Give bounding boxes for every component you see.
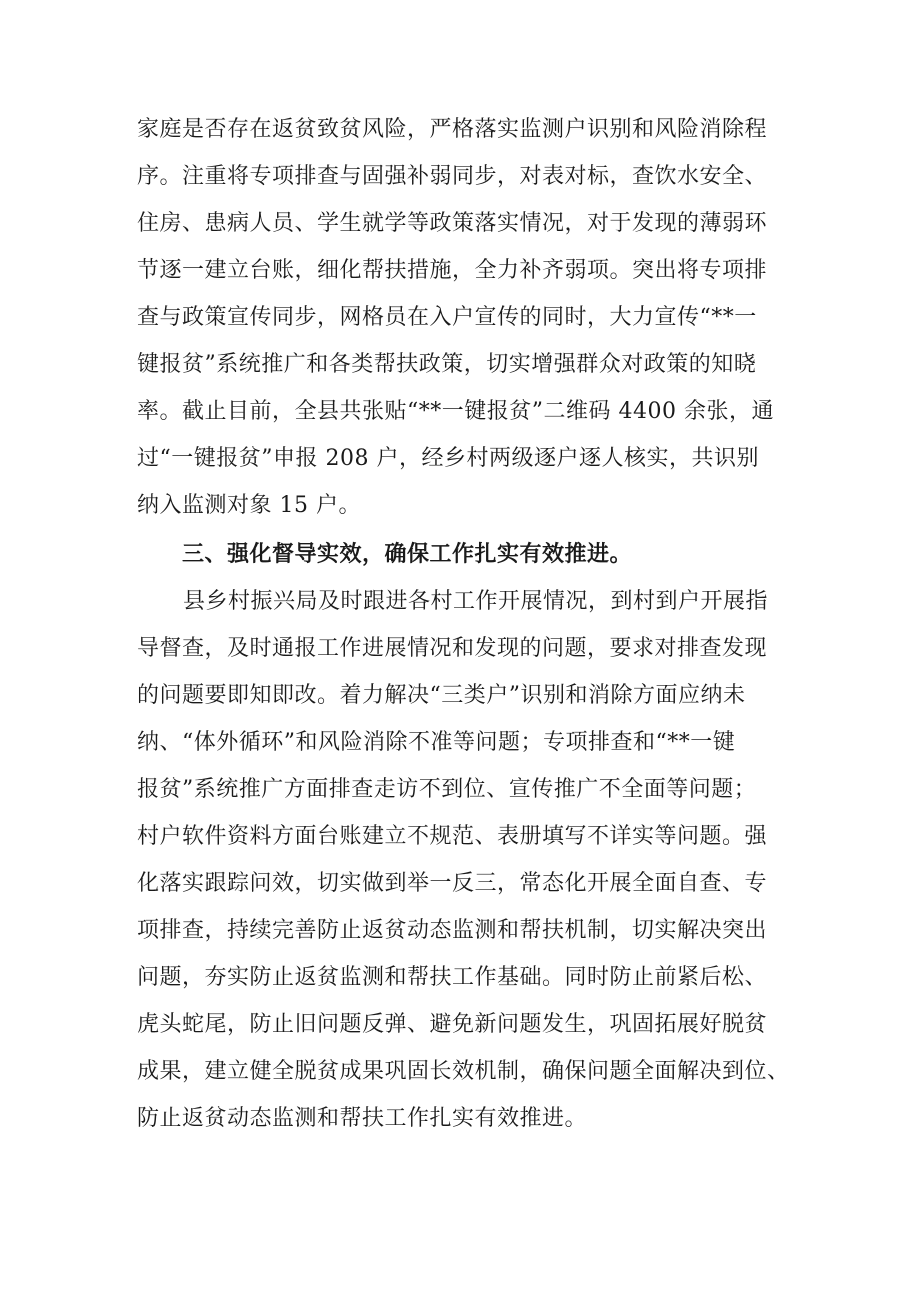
paragraph-1-line: 过“一键报贫”申报 208 户，经乡村两级逐户逐人核实，共识别 (137, 446, 759, 471)
paragraph-2-line: 防止返贫动态监测和帮扶工作扎实有效推进。 (137, 1106, 588, 1131)
paragraph-2-line: 报贫”系统推广方面排查走访不到位、宣传推广不全面等问题； (137, 777, 757, 802)
section-heading: 三、强化督导实效，确保工作扎实有效推进。 (182, 542, 633, 567)
paragraph-2-line: 虎头蛇尾，防止旧问题反弹、避免新问题发生，巩固拓展好脱贫 (137, 1012, 768, 1037)
paragraph-2-line: 的问题要即知即改。着力解决“三类户”识别和消除方面应纳未 (137, 683, 746, 708)
paragraph-2-line: 项排查，持续完善防止返贫动态监测和帮扶机制，切实解决突出 (137, 918, 768, 943)
paragraph-2-line: 纳、“体外循环”和风险消除不准等问题；专项排查和“**一键 (137, 730, 736, 755)
paragraph-2-line: 化落实跟踪问效，切实做到举一反三，常态化开展全面自查、专 (137, 871, 768, 896)
paragraph-1-line: 纳入监测对象 15 户。 (137, 493, 361, 518)
paragraph-1-line: 住房、患病人员、学生就学等政策落实情况，对于发现的薄弱环 (137, 211, 768, 236)
paragraph-2-line: 成果，建立健全脱贫成果巩固长效机制，确保问题全面解决到位、 (137, 1059, 790, 1084)
paragraph-2-line: 县乡村振兴局及时跟进各村工作开展情况，到村到户开展指 (183, 589, 769, 614)
paragraph-1-line: 键报贫”系统推广和各类帮扶政策，切实增强群众对政策的知晓 (137, 352, 757, 377)
paragraph-1-line: 序。注重将专项排查与固强补弱同步，对表对标，查饮水安全、 (137, 164, 768, 189)
paragraph-2-line: 问题，夯实防止返贫监测和帮扶工作基础。同时防止前紧后松、 (137, 965, 768, 990)
paragraph-1-line: 节逐一建立台账，细化帮扶措施，全力补齐弱项。突出将专项排 (137, 258, 768, 283)
paragraph-1-line: 家庭是否存在返贫致贫风险，严格落实监测户识别和风险消除程 (137, 117, 768, 142)
paragraph-2-line: 导督查，及时通报工作进展情况和发现的问题，要求对排查发现 (137, 636, 768, 661)
paragraph-2-line: 村户软件资料方面台账建立不规范、表册填写不详实等问题。强 (137, 824, 768, 849)
paragraph-1-line: 查与政策宣传同步，网格员在入户宣传的同时，大力宣传“**一 (137, 305, 757, 330)
paragraph-1-line: 率。截止目前，全县共张贴“**一键报贫”二维码 4400 余张，通 (137, 399, 774, 424)
